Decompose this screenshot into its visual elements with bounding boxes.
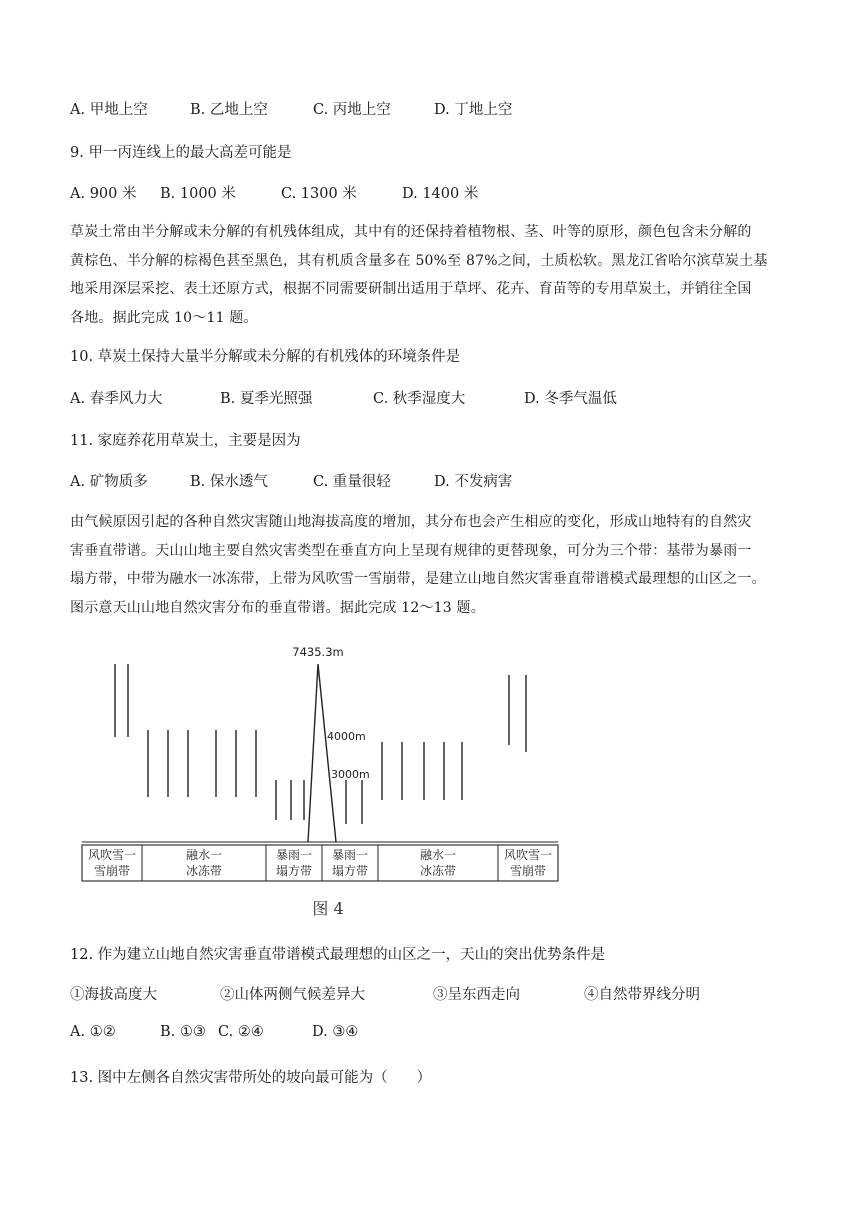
tianshan-hazard-figure (78, 642, 568, 922)
zone-table (82, 845, 558, 881)
passage-line: 黄棕色、半分解的棕褐色甚至黑色，其有机质含量多在 50%至 87%之间，土质松软。黑龙江省哈尔滨草炭土基 (70, 252, 768, 269)
q9-stem: 9. 甲一丙连线上的最大高差可能是 (70, 145, 292, 161)
passage-line: 害垂直带谱。天山山地主要自然灾害类型在垂直方向上呈现有规律的更替现象，可分为三个带：基带为暴雨一 (70, 542, 752, 559)
passage-peat-soil (70, 218, 792, 332)
mountain-peak (308, 664, 336, 842)
q10-option-a: A. 春季风力大 (70, 391, 163, 407)
zone-label-bottom: 塌方带 (331, 864, 369, 878)
q11-option-b: B. 保水透气 (190, 474, 268, 490)
zone-label-top: 风吹雪一 (87, 848, 137, 862)
q12-statement-3: ③呈东西走向 (433, 987, 520, 1003)
q9-option-a: A. 900 米 (70, 186, 137, 202)
passage-line: 塌方带，中带为融水一冰冻带，上带为风吹雪一雪崩带，是建立山地自然灾害垂直带谱模式最理想的山区之一。 (70, 571, 766, 587)
q11-option-a: A. 矿物质多 (70, 474, 148, 490)
figure-caption: 图 4 (312, 899, 344, 918)
q9-option-c: C. 1300 米 (281, 186, 357, 202)
q9-option-d: D. 1400 米 (402, 186, 479, 202)
q8-option-b: B. 乙地上空 (190, 102, 268, 118)
q10-stem: 10. 草炭土保持大量半分解或未分解的有机残体的环境条件是 (70, 349, 461, 365)
q8-option-c: C. 丙地上空 (313, 102, 391, 118)
passage-line: 各地。据此完成 10～11 题。 (70, 309, 258, 326)
passage-line: 图示意天山山地自然灾害分布的垂直带谱。据此完成 12～13 题。 (70, 599, 485, 616)
q10-option-b: B. 夏季光照强 (220, 391, 313, 407)
peak-label: 7435.3m (292, 645, 344, 659)
zone-label-bottom: 雪崩带 (93, 864, 131, 878)
q12-option-a: A. ①② (70, 1024, 116, 1040)
elevation-4000-label: 4000m (327, 730, 366, 743)
passage-line: 草炭土常由半分解或未分解的有机残体组成，其中有的还保持着植物根、茎、叶等的原形，颜色包含未分解的 (70, 224, 752, 240)
zone-label-bottom: 塌方带 (275, 864, 313, 878)
passage-tianshan (70, 508, 792, 622)
q12-option-d: D. ③④ (312, 1024, 359, 1040)
passage-line: 地采用深层采挖、表土还原方式，根据不同需要研制出适用于草坪、花卉、育苗等的专用草炭土，并销往全国 (70, 281, 752, 297)
q12-statement-4: ④自然带界线分明 (584, 987, 700, 1003)
elevation-3000-label: 3000m (331, 768, 370, 781)
zone-label-bottom: 冰冻带 (419, 864, 457, 878)
zone-label-top: 融水一 (185, 848, 223, 862)
zone-label-top: 融水一 (419, 848, 457, 862)
q12-statement-1: ①海拔高度大 (70, 987, 157, 1003)
q12-statement-2: ②山体两侧气候差异大 (220, 987, 365, 1003)
q11-option-d: D. 不发病害 (434, 474, 513, 490)
q8-option-a: A. 甲地上空 (70, 102, 148, 118)
zone-label-top: 暴雨一 (275, 848, 313, 862)
zone-label-bottom: 雪崩带 (509, 864, 547, 878)
q12-stem: 12. 作为建立山地自然灾害垂直带谱模式最理想的山区之一，天山的突出优势条件是 (70, 947, 606, 963)
q13-stem: 13. 图中左侧各自然灾害带所处的坡向最可能为（ ） (70, 1070, 432, 1086)
q11-option-c: C. 重量很轻 (313, 474, 391, 490)
q9-option-b: B. 1000 米 (160, 186, 236, 202)
q8-option-d: D. 丁地上空 (434, 102, 513, 118)
q12-option-c: C. ②④ (218, 1024, 264, 1040)
zone-label-bottom: 冰冻带 (185, 864, 223, 878)
q10-option-d: D. 冬季气温低 (524, 391, 617, 407)
q12-option-b: B. ①③ (160, 1024, 206, 1040)
zone-label-top: 风吹雪一 (503, 848, 553, 862)
passage-line: 由气候原因引起的各种自然灾害随山地海拔高度的增加，其分布也会产生相应的变化，形成山地特有的自然灾 (70, 514, 752, 530)
zone-label-top: 暴雨一 (331, 848, 369, 862)
q11-stem: 11. 家庭养花用草炭土，主要是因为 (70, 433, 301, 449)
q10-option-c: C. 秋季湿度大 (373, 391, 466, 407)
